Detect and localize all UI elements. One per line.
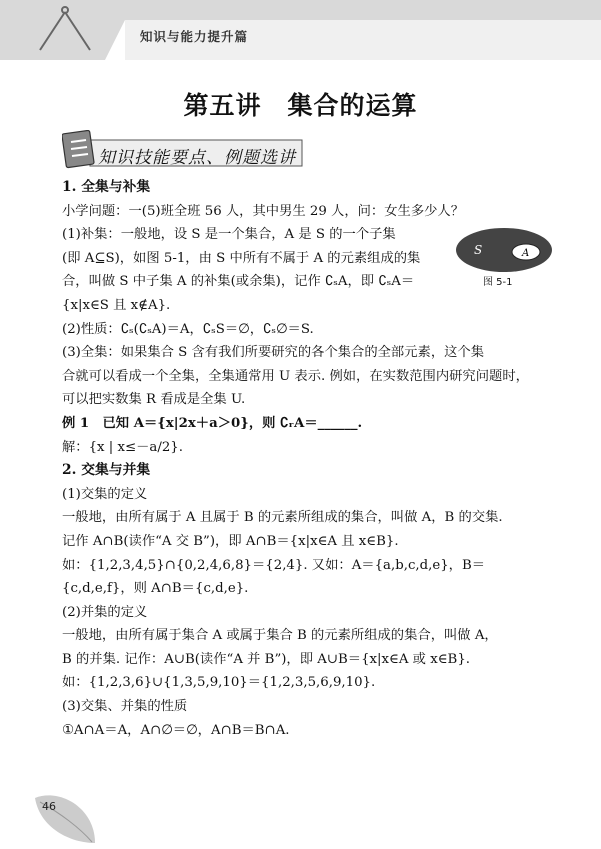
text-line: 小学问题：一(5)班全班 56 人，其中男生 29 人，问：女生多少人？: [62, 203, 465, 219]
text-line: 一般地，由所有属于 A 且属于 B 的元素所组成的集合，叫做 A，B 的交集.: [62, 510, 503, 526]
text-line: 2. 交集与并集: [62, 462, 151, 479]
page-number: 46: [42, 800, 56, 813]
text-line: ①A∩A＝A，A∩∅＝∅，A∩B＝B∩A.: [62, 722, 290, 738]
text-line: (1)交集的定义: [62, 486, 148, 502]
text-line: 合就可以看成一个全集，全集通常用 U 表示. 例如，在实数范围内研究问题时，: [62, 368, 529, 384]
text-line: 记作 A∩B(读作“A 交 B”)，即 A∩B＝{x|x∈A 且 x∈B}.: [62, 533, 399, 549]
text-line: 如：{1,2,3,4,5}∩{0,2,4,6,8}＝{2,4}. 又如：A＝{a,b,c,d,e}，B＝: [62, 557, 486, 573]
text-line: 解：{x | x≤－a/2}.: [62, 439, 183, 455]
figure-caption: 图 5-1: [483, 277, 513, 288]
text-line: (1)补集：一般地，设 S 是一个集合，A 是 S 的一个子集: [62, 227, 396, 243]
text-line: 1. 全集与补集: [62, 179, 151, 195]
text-line: {x|x∈S 且 x∉A}.: [62, 297, 171, 313]
text-line: 合，叫做 S 中子集 A 的补集(或余集)，记作 ∁ₛA，即 ∁ₛA＝: [62, 274, 415, 290]
text-line: (2)性质：∁ₛ(∁ₛA)＝A，∁ₛS＝∅，∁ₛ∅＝S.: [62, 321, 314, 337]
svg-text:A: A: [522, 248, 530, 259]
text-line: (3)交集、并集的性质: [62, 699, 188, 715]
leaf-icon: [30, 788, 100, 848]
notebook-icon: [62, 130, 94, 168]
header-title: 知识与能力提升篇: [140, 29, 249, 44]
header-band: [0, 0, 601, 66]
text-line: 可以把实数集 R 看成是全集 U.: [62, 392, 246, 408]
text-line: (2)并集的定义: [62, 604, 148, 620]
text-line: 一般地，由所有属于集合 A 或属于集合 B 的元素所组成的集合，叫做 A，: [62, 628, 498, 644]
text-line: {c,d,e,f}，则 A∩B＝{c,d,e}.: [62, 581, 249, 597]
text-line: 例 1 已知 A＝{x|2x＋a＞0}，则 ∁ᵣA＝______.: [62, 415, 363, 431]
text-line: B 的并集. 记作：A∪B(读作“A 并 B”)，即 A∪B＝{x|x∈A 或 x∈B}.: [62, 651, 471, 667]
compass-icon: [0, 0, 1, 1]
text-line: (3)全集：如果集合 S 含有我们所要研究的各个集合的全部元素，这个集: [62, 345, 485, 361]
text-line: (即 A⊆S)，如图 5-1，由 S 中所有不属于 A 的元素组成的集: [62, 250, 421, 266]
chapter-title: 第五讲 集合的运算: [183, 91, 418, 120]
text-line: 如：{1,2,3,6}∪{1,3,5,9,10}＝{1,2,3,5,6,9,10}.: [62, 675, 376, 691]
svg-text:S: S: [474, 243, 483, 257]
section-banner-text: 知识技能要点、例题选讲: [98, 148, 296, 168]
